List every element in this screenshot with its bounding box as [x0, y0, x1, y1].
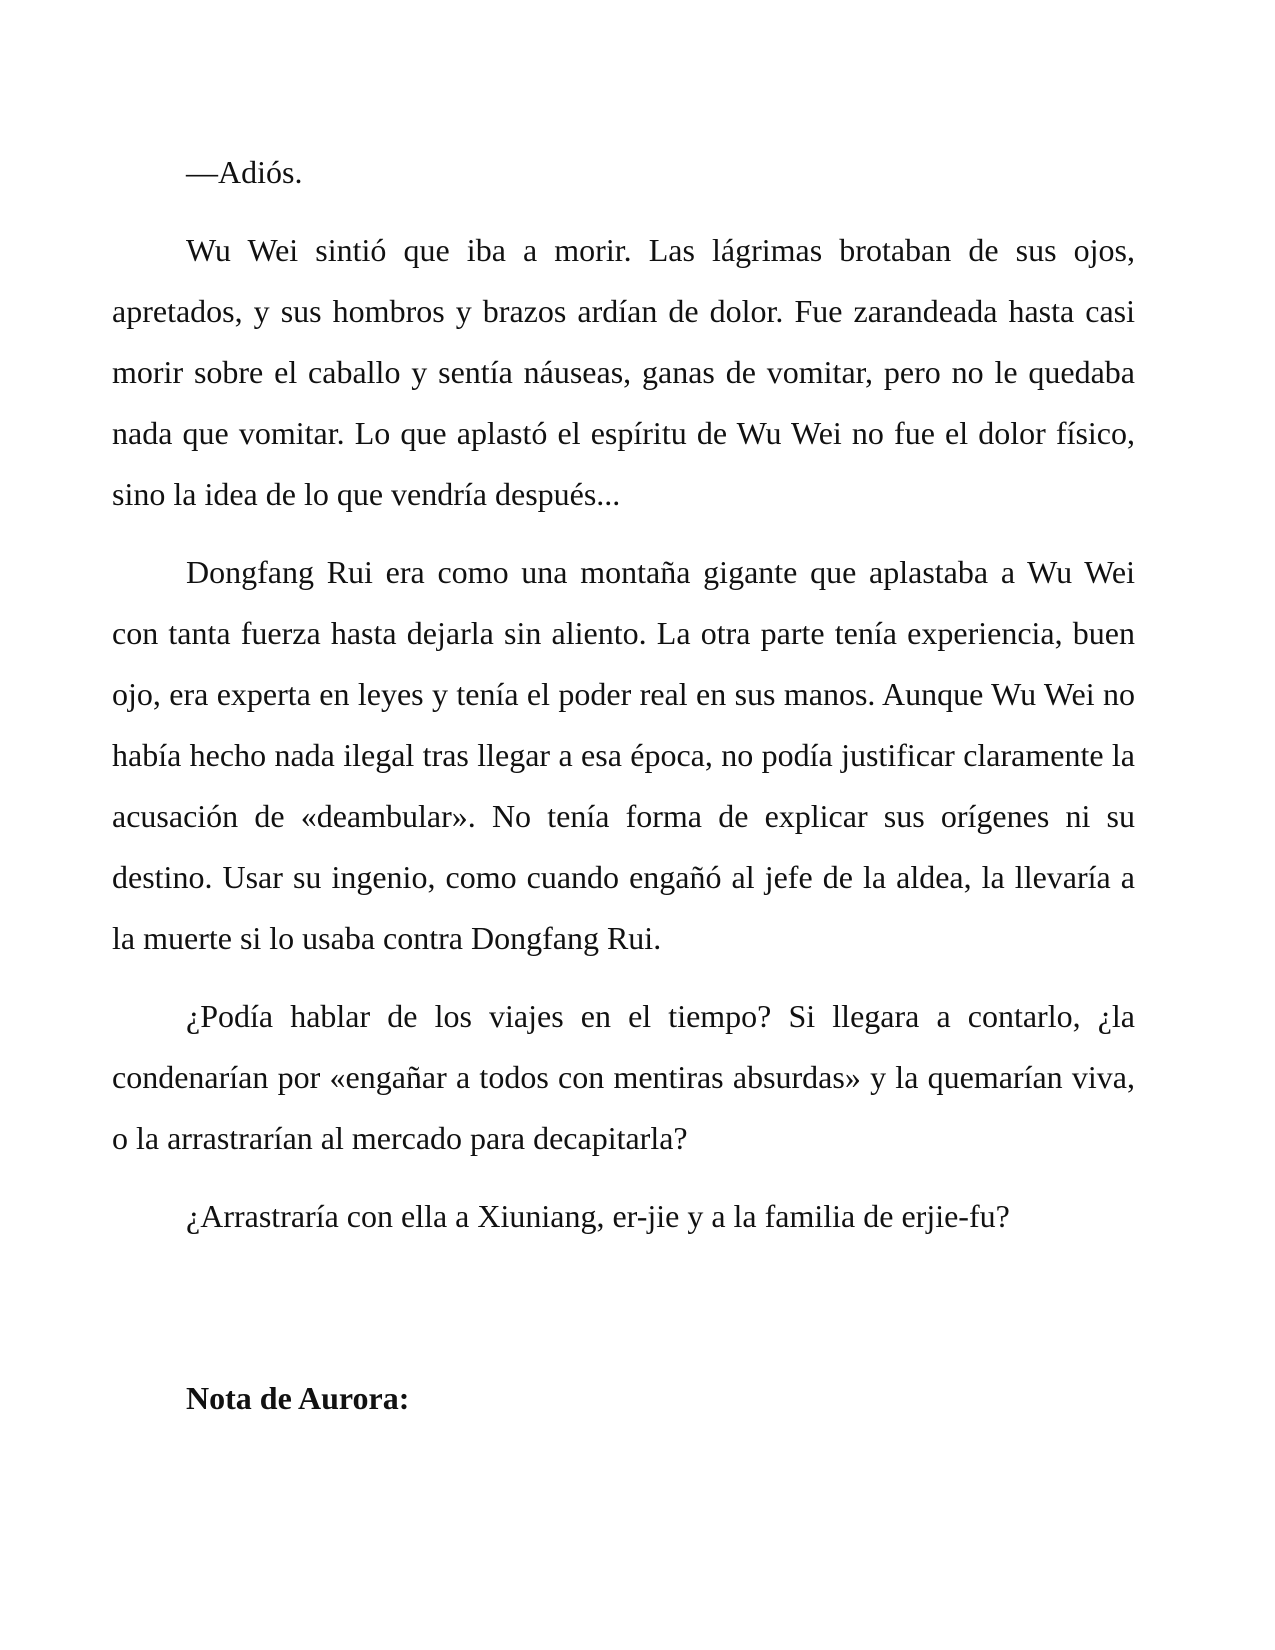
- document-body: [112, 142, 1135, 1429]
- paragraph-family-question: ¿Arrastraría con ella a Xiuniang, er-jie y a la familia de erjie-fu?: [186, 1198, 1010, 1234]
- paragraph-time-travel-question: ¿Podía hablar de los viajes en el tiempo? Si llegara a contarlo, ¿la condenarían por «engañar a todos con mentiras absurdas» y la quemarían viva, o la arrastrarían al mercado para decapitarla?: [112, 998, 1135, 1156]
- note-heading: Nota de Aurora:: [186, 1380, 410, 1416]
- paragraph-dongfang-rui: Dongfang Rui era como una montaña gigante que aplastaba a Wu Wei con tanta fuerza hasta dejarla sin aliento. La otra parte tenía experiencia, buen ojo, era experta en leyes y tenía el poder real en sus manos. Aunque Wu Wei no había hecho nada ilegal tras llegar a esa época, no podía justificar claramente la acusación de «deambular». No tenía forma de explicar sus orígenes ni su destino. Usar su ingenio, como cuando engañó al jefe de la aldea, la llevaría a la muerte si lo usaba contra Dongfang Rui.: [112, 554, 1135, 956]
- paragraph-farewell: —Adiós.: [186, 154, 303, 190]
- paragraph-wu-wei-pain: Wu Wei sintió que iba a morir. Las lágrimas brotaban de sus ojos, apretados, y sus hombros y brazos ardían de dolor. Fue zarandeada hasta casi morir sobre el caballo y sentía náuseas, ganas de vomitar, pero no le quedaba nada que vomitar. Lo que aplastó el espíritu de Wu Wei no fue el dolor físico, sino la idea de lo que vendría después...: [112, 232, 1135, 512]
